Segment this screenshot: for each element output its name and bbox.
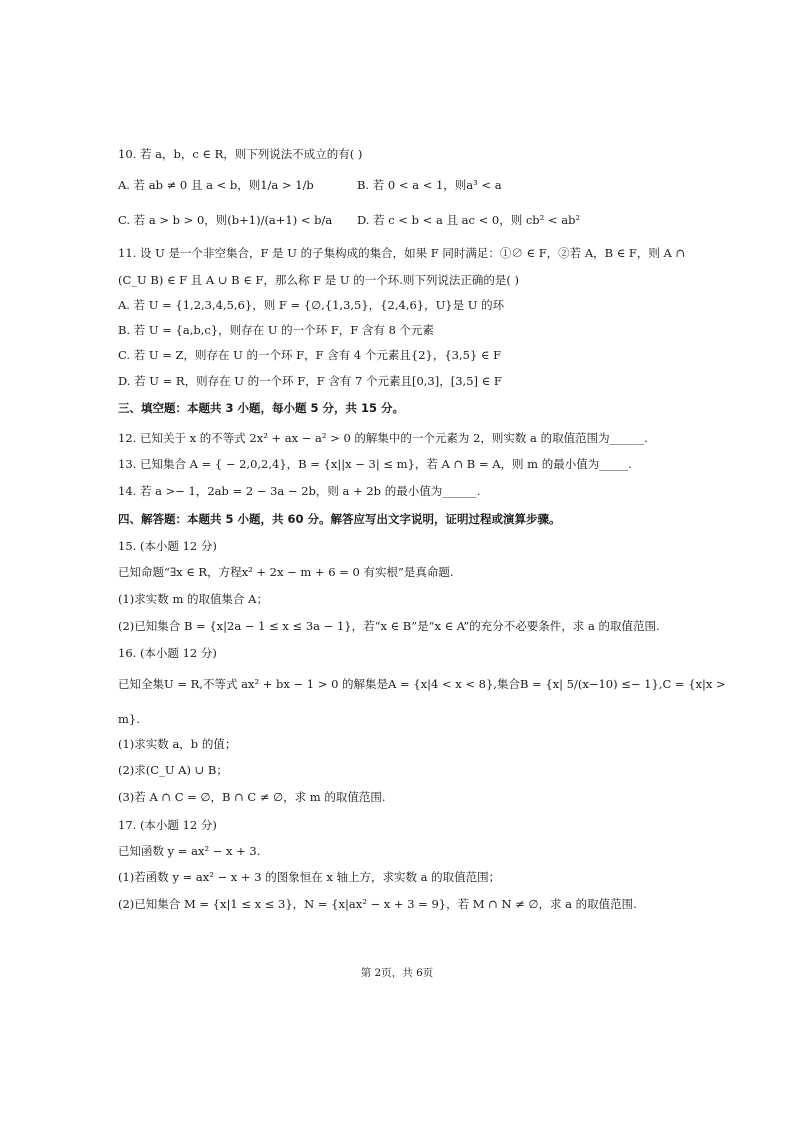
section-fill-in-heading: 三、填空题：本题共 3 小题，每小题 5 分，共 15 分。 <box>118 401 405 415</box>
q17-text: 已知函数 y = ax² − x + 3. <box>118 844 261 858</box>
section-answer-heading: 四、解答题：本题共 5 小题，共 60 分。解答应写出文字说明，证明过程或演算步骤。 <box>118 512 561 526</box>
q15-heading: 15. (本小题 12 分) <box>118 539 217 553</box>
q11-option-a: A. 若 U = {1,2,3,4,5,6}，则 F = {∅,{1,3,5}，{2,4,6}，U}是 U 的环 <box>118 298 505 312</box>
q14: 14. 若 a >− 1，2ab = 2 − 3a − 2b，则 a + 2b 的最小值为______. <box>118 484 481 498</box>
q15-text: 已知命题“∃x ∈ R，方程x² + 2x − m + 6 = 0 有实根”是真命题. <box>118 565 454 579</box>
q11-stem-line2: (C_U B) ∈ F 且 A ∪ B ∈ F，那么称 F 是 U 的一个环.则下列说法正确的是( ) <box>118 273 520 287</box>
q16-part2: (2)求(C_U A) ∪ B； <box>118 763 228 777</box>
q11-option-b: B. 若 U = {a,b,c}，则存在 U 的一个环 F，F 含有 8 个元素 <box>118 323 435 337</box>
q11-option-d: D. 若 U = R，则存在 U 的一个环 F，F 含有 7 个元素且[0,3]，[3,5] ∈ F <box>118 374 502 388</box>
q16-heading: 16. (本小题 12 分) <box>118 646 217 660</box>
q17-part1: (1)若函数 y = ax² − x + 3 的图象恒在 x 轴上方，求实数 a 的取值范围； <box>118 870 501 884</box>
q16-part1: (1)求实数 a，b 的值； <box>118 737 237 751</box>
q10-option-d: D. 若 c < b < a 且 ac < 0，则 cb² < ab² <box>357 213 581 227</box>
q11-option-c: C. 若 U = Z，则存在 U 的一个环 F，F 含有 4 个元素且{2}，{3,5} ∈ F <box>118 348 502 362</box>
q10-stem: 10. 若 a，b，c ∈ R，则下列说法不成立的有( ) <box>118 147 363 161</box>
q15-part2: (2)已知集合 B = {x|2a − 1 ≤ x ≤ 3a − 1}，若“x ∈ B”是“x ∈ A”的充分不必要条件，求 a 的取值范围. <box>118 619 660 633</box>
q15-part1: (1)求实数 m 的取值集合 A； <box>118 592 268 606</box>
q17-heading: 17. (本小题 12 分) <box>118 818 217 832</box>
q17-part2: (2)已知集合 M = {x|1 ≤ x ≤ 3}，N = {x|ax² − x + 3 = 9}，若 M ∩ N ≠ ∅，求 a 的取值范围. <box>118 897 637 911</box>
q13: 13. 已知集合 A = { − 2,0,2,4}，B = {x||x − 3| ≤ m}，若 A ∩ B = A，则 m 的最小值为_____. <box>118 457 632 471</box>
page-footer: 第 2页，共 6页 <box>360 967 434 979</box>
q16-text-line2: m}. <box>118 712 140 726</box>
q10-option-a: A. 若 ab ≠ 0 且 a < b，则1/a > 1/b <box>118 178 314 192</box>
q16-part3: (3)若 A ∩ C = ∅，B ∩ C ≠ ∅，求 m 的取值范围. <box>118 790 386 804</box>
q10-option-c: C. 若 a > b > 0，则(b+1)/(a+1) < b/a <box>118 213 333 227</box>
q16-text-line1: 已知全集U = R,不等式 ax² + bx − 1 > 0 的解集是A = {x|4 < x < 8},集合B = {x| 5/(x−10) ≤− 1},C = {x|x > <box>118 677 726 691</box>
q10-option-b: B. 若 0 < a < 1，则a³ < a <box>357 178 502 192</box>
q11-stem-line1: 11. 设 U 是一个非空集合，F 是 U 的子集构成的集合，如果 F 同时满足：①∅ ∈ F，②若 A，B ∈ F，则 A ∩ <box>118 246 686 260</box>
q12: 12. 已知关于 x 的不等式 2x² + ax − a² > 0 的解集中的一个元素为 2，则实数 a 的取值范围为______. <box>118 431 648 445</box>
